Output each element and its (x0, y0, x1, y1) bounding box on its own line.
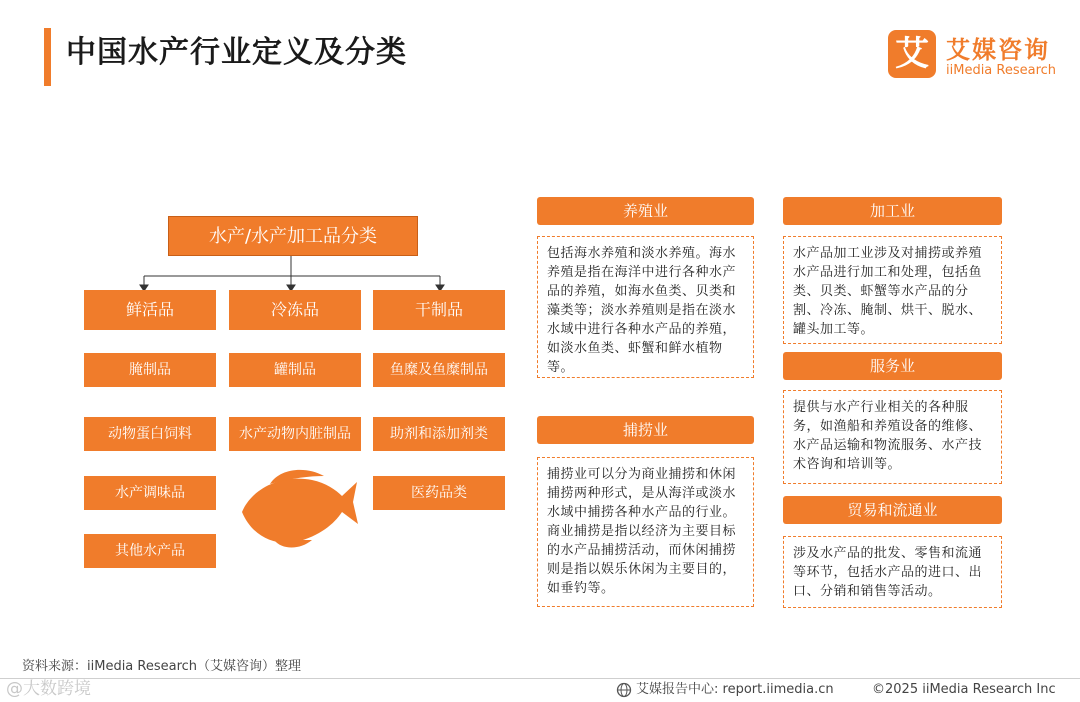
category-dried: 干制品 (373, 290, 505, 330)
section-header-trade: 贸易和流通业 (783, 496, 1002, 524)
watermark: @大数跨境 (6, 679, 91, 699)
category-fresh: 鲜活品 (84, 290, 216, 330)
logo-name: 艾媒咨询 (946, 36, 1050, 64)
logo-subtitle: iiMedia Research (946, 63, 1057, 78)
footer-copyright: ©2025 iiMedia Research Inc (872, 682, 1056, 697)
section-header-fishing: 捕捞业 (537, 416, 754, 444)
tree-item: 动物蛋白饲料 (84, 417, 216, 451)
fish-icon (240, 466, 360, 550)
tree-item: 医药品类 (373, 476, 505, 510)
tree-item: 其他水产品 (84, 534, 216, 568)
footer-divider (0, 678, 1080, 679)
section-text-fishing: 捕捞业可以分为商业捕捞和休闲捕捞两种形式，是从海洋或淡水水域中捕捞各种水产品的行业。商业捕捞是指以经济为主要目标的水产品捕捞活动，而休闲捕捞则是指以娱乐休闲为主要目的，如垂钓等。 (537, 457, 754, 607)
section-text-aquaculture: 包括海水养殖和淡水养殖。海水养殖是指在海洋中进行各种水产品的养殖，如海水鱼类、贝类和藻类等；淡水养殖则是指在淡水水域中进行各种水产品的养殖，如淡水鱼类、虾蟹和鲜水植物等。 (537, 236, 754, 378)
tree-item: 水产动物内脏制品 (229, 417, 361, 451)
tree-root: 水产/水产加工品分类 (168, 216, 418, 256)
section-header-aquaculture: 养殖业 (537, 197, 754, 225)
section-text-trade: 涉及水产品的批发、零售和流通等环节，包括水产品的进口、出口、分销和销售等活动。 (783, 536, 1002, 608)
tree-item: 鱼糜及鱼糜制品 (373, 353, 505, 387)
section-header-service: 服务业 (783, 352, 1002, 380)
logo-icon: 艾 (888, 30, 936, 78)
source-note: 资料来源：iiMedia Research（艾媒咨询）整理 (22, 659, 302, 674)
section-text-service: 提供与水产行业相关的各种服务，如渔船和养殖设备的维修、水产品运输和物流服务、水产技术咨询和培训等。 (783, 390, 1002, 484)
tree-item: 水产调味品 (84, 476, 216, 510)
tree-item: 助剂和添加剂类 (373, 417, 505, 451)
tree-item: 罐制品 (229, 353, 361, 387)
globe-icon (616, 682, 632, 698)
section-header-processing: 加工业 (783, 197, 1002, 225)
page-title: 中国水产行业定义及分类 (66, 35, 407, 70)
section-text-processing: 水产品加工业涉及对捕捞或养殖水产品进行加工和处理，包括鱼类、贝类、虾蟹等水产品的分割、冷冻、腌制、烘干、脱水、罐头加工等。 (783, 236, 1002, 344)
tree-item: 腌制品 (84, 353, 216, 387)
footer-site[interactable]: 艾媒报告中心: report.iimedia.cn (636, 682, 834, 697)
category-frozen: 冷冻品 (229, 290, 361, 330)
